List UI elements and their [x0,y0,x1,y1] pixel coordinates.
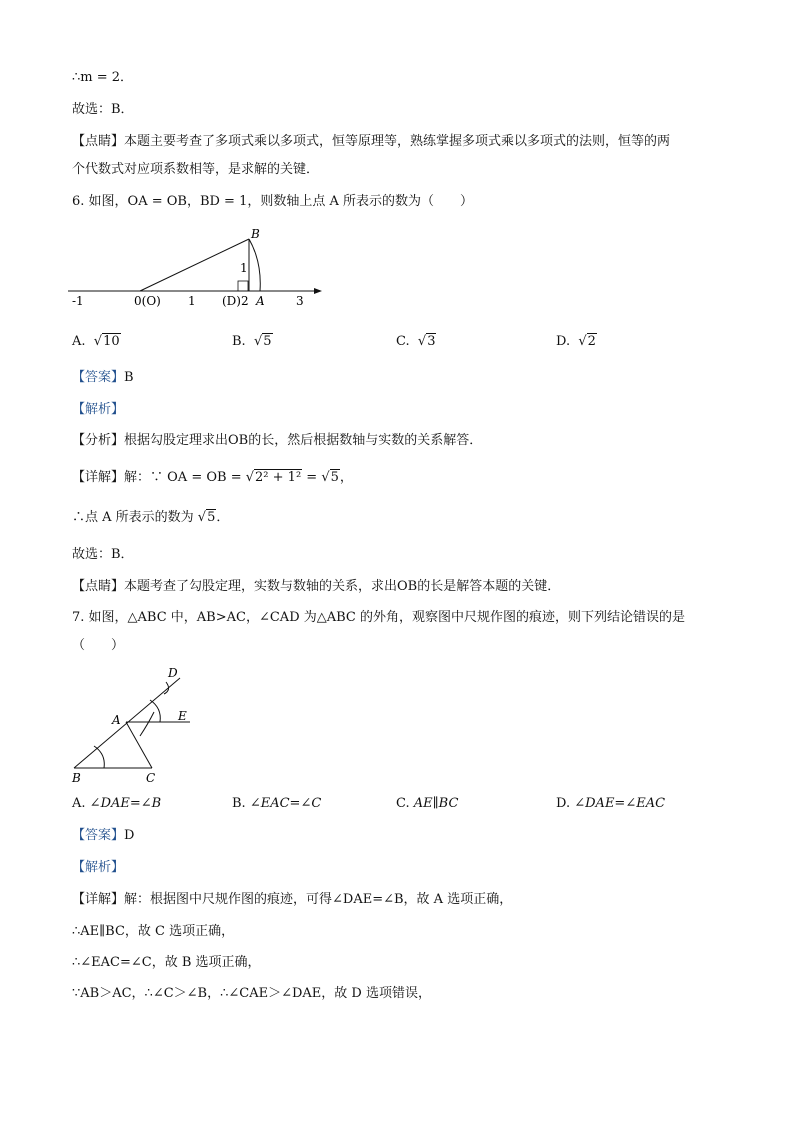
point-label: C [146,771,156,785]
point-label: E [178,709,187,723]
q7-step-2: ∴AE∥BC，故 C 选项正确， [72,924,235,939]
q7-stem-l2: （ ） [72,638,125,653]
point-label: B [251,227,260,241]
prev-conclusion: ∴m = 2． [72,70,134,85]
comment-tag: 【点睛】 [72,134,125,149]
q7-step-3: ∴∠EAC=∠C，故 B 选项正确， [72,955,261,970]
axis-arrow [314,288,322,294]
q6-number-line-figure [64,222,334,314]
tick-label: 3 [296,294,304,308]
q7-analysis-tag: 【解析】 [72,860,125,875]
prev-choose: 故选：B． [72,102,134,117]
q6-fenxi: 【分析】根据勾股定理求出OB的长，然后根据数轴与实数的关系解答． [72,433,483,448]
q6-stem: 6. 如图，OA = OB，BD = 1，则数轴上点 A 所表示的数为（ ） [72,194,474,209]
comment-text: 本题主要考查了多项式乘以多项式，恒等原理等，熟练掌握多项式乘以多项式的法则，恒等的两 [124,134,671,149]
q7-construction-figure [64,662,204,786]
q6-comment: 【点睛】本题考查了勾股定理，实数与数轴的关系，求出OB的长是解答本题的关键． [72,579,561,594]
compass-arc [249,239,260,291]
point-label: B [72,771,81,785]
q6-answer: 【答案】B [72,370,134,385]
right-angle-mark [238,281,248,291]
arc-a-inner [140,712,154,736]
q7-step-4: ∵AB＞AC，∴∠C＞∠B，∴∠CAE＞∠DAE，故 D 选项错误， [72,986,431,1001]
tick-label: -1 [72,294,84,308]
prev-comment [72,132,670,152]
q7-answer: 【答案】D [72,828,135,843]
segment-label: 1 [240,261,248,275]
point-label: D [168,666,178,680]
q7-option-c: C. AE∥BC [396,796,459,811]
q6-option-c: C. √3 [396,334,436,349]
prev-comment-l2: 个代数式对应项系数相等，是求解的关键． [72,162,320,177]
tick-label: (D)2 [222,294,249,308]
tick-label: 0(O) [134,294,161,308]
q7-detail: 【详解】解：根据图中尺规作图的痕迹，可得∠DAE=∠B，故 A 选项正确， [72,892,513,907]
segment-ac [126,722,152,768]
q6-conclusion: ∴点 A 所表示的数为 √5． [72,510,230,525]
tick-label: A [256,294,265,308]
q6-choose: 故选：B． [72,547,134,562]
q6-analysis-tag: 【解析】 [72,402,125,417]
q6-detail: 【详解】解：∵ OA = OB = √2² + 1² = √5， [72,470,353,485]
point-label: A [112,713,121,727]
q7-option-a: A. ∠DAE=∠B [72,796,162,811]
q7-option-b: B. ∠EAC=∠C [232,796,322,811]
q7-stem: 7. 如图，△ABC 中，AB>AC，∠CAD 为△ABC 的外角，观察图中尺规作图的痕迹，则下列结论错误的是 [72,610,686,625]
tick-label: 1 [188,294,196,308]
q6-option-a: A. √10 [72,334,120,349]
q6-option-d: D. √2 [556,334,596,349]
segment-ob [140,239,249,291]
q6-option-b: B. √5 [232,334,272,349]
arc-a [150,700,160,722]
q7-option-d: D. ∠DAE=∠EAC [556,796,666,811]
